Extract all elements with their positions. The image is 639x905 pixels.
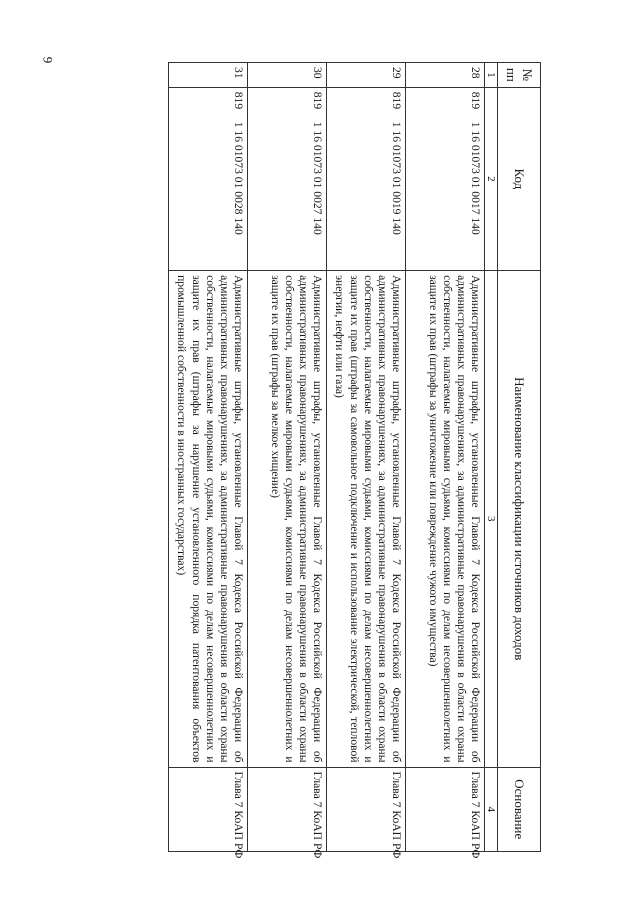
row-code <box>248 87 327 270</box>
row-name: Административные штрафы, установленные Главой 7 Кодекса Российской Федерации об административных правонарушениях, за административные правонарушения в области охраны собственности, налагаемые мировыми судьями, комиссиями по делам несовершеннолетних и защите их прав (штрафы за самовольное подключение и использование электрической, тепловой энергии, нефти или газа) <box>327 271 406 767</box>
page-number: 9 <box>40 56 56 64</box>
header-number: № пп <box>498 63 541 88</box>
kbk-code: 1 16 01073 01 0028 140 <box>232 121 245 235</box>
row-number: 28 <box>406 63 485 88</box>
row-code <box>406 87 485 270</box>
row-number: 29 <box>327 63 406 88</box>
column-number: 2 <box>485 87 498 270</box>
kbk-code: 1 16 01073 01 0019 140 <box>390 121 403 235</box>
admin-code: 819 <box>232 91 245 110</box>
kbk-code: 1 16 01073 01 0017 140 <box>469 121 482 235</box>
row-basis: Глава 7 КоАП РФ <box>327 767 406 851</box>
income-classification-table <box>168 62 541 859</box>
admin-code: 819 <box>311 91 324 110</box>
row-name: Административные штрафы, установленные Главой 7 Кодекса Российской Федерации об административных правонарушениях, за административные правонарушения в области охраны собственности, налагаемые мировыми судьями, комиссиями по делам несовершеннолетних и защите их прав (штрафы за мелкое хищение) <box>248 271 327 767</box>
row-basis: Глава 7 КоАП РФ <box>169 767 248 851</box>
row-name: Административные штрафы, установленные Главой 7 Кодекса Российской Федерации об административных правонарушениях, за административные правонарушения в области охраны собственности, налагаемые мировыми судьями, комиссиями по делам несовершеннолетних и защите их прав (штрафы за нарушение установленного порядка патентования объектов промышленной собственности в иностранных государствах) <box>169 271 248 767</box>
admin-code: 819 <box>469 91 482 110</box>
table-row <box>248 63 327 852</box>
admin-code: 819 <box>390 91 403 110</box>
column-number: 1 <box>485 63 498 88</box>
rotated-table-wrapper <box>101 62 541 859</box>
header-name: Наименование классификации источников доходов <box>498 271 541 767</box>
table-row <box>169 63 248 852</box>
row-basis: Глава 7 КоАП РФ <box>248 767 327 851</box>
kbk-code: 1 16 01073 01 0027 140 <box>311 121 324 235</box>
row-name: Административные штрафы, установленные Главой 7 Кодекса Российской Федерации об административных правонарушениях, за административные правонарушения в области охраны собственности, налагаемые мировыми судьями, комиссиями по делам несовершеннолетних и защите их прав (штрафы за уничтожение или повреждение чужого имущества) <box>406 271 485 767</box>
column-number: 4 <box>485 767 498 851</box>
header-code: Код <box>498 87 541 270</box>
table-row <box>327 63 406 852</box>
header-row <box>498 63 541 852</box>
row-number: 31 <box>169 63 248 88</box>
row-number: 30 <box>248 63 327 88</box>
row-code <box>327 87 406 270</box>
table-row <box>406 63 485 852</box>
row-basis: Глава 7 КоАП РФ <box>406 767 485 851</box>
column-number: 3 <box>485 271 498 767</box>
column-number-row <box>485 63 498 852</box>
header-basis: Основание <box>498 767 541 851</box>
row-code <box>169 87 248 270</box>
